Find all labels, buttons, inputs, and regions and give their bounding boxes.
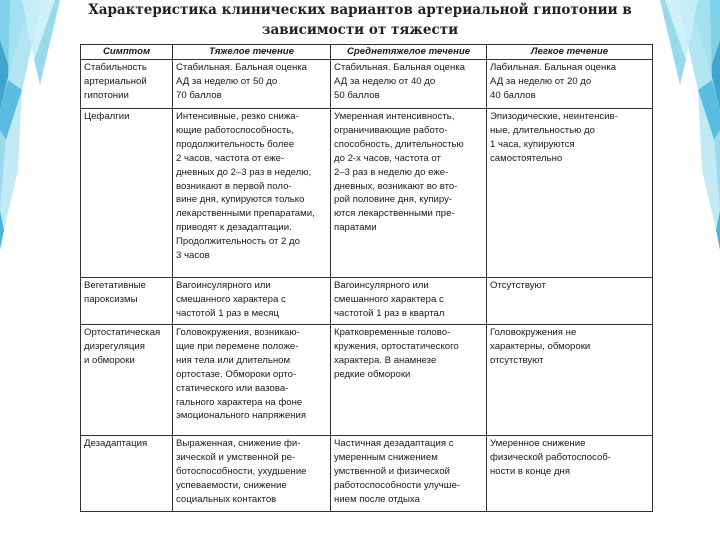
cell-mild: Отсутствуют bbox=[487, 278, 653, 325]
cell-mild: Головокружения не характерны, обмороки отсутствуют bbox=[487, 325, 653, 436]
table-row bbox=[81, 109, 653, 278]
cell-symptom: Цефалгии bbox=[81, 109, 173, 278]
cell-mild: Лабильная. Бальная оценка АД за неделю от 20 до 40 баллов bbox=[487, 60, 653, 109]
page-title bbox=[60, 0, 660, 40]
decorative-crystal-right bbox=[650, 0, 720, 250]
header-moderate: Среднетяжелое течение bbox=[331, 45, 487, 60]
hypotension-severity-table bbox=[80, 44, 653, 512]
cell-symptom: Ортостатическая дизрегуляция и обмороки bbox=[81, 325, 173, 436]
hypotension-table-container bbox=[80, 44, 652, 512]
table-row bbox=[81, 436, 653, 512]
cell-symptom: Вегетативные пароксизмы bbox=[81, 278, 173, 325]
cell-moderate: Умеренная интенсивность, ограничивающие работо- способность, длительностью до 2-х часов, частота от 2–3 раз в неделю до еже- дневных, возникают во вто- рой половине дня, купиру- ются лекарственными пре- паратами bbox=[331, 109, 487, 278]
table-header-row bbox=[81, 45, 653, 60]
cell-symptom: Дезадаптация bbox=[81, 436, 173, 512]
header-mild: Легкое течение bbox=[487, 45, 653, 60]
cell-severe: Стабильная. Бальная оценка АД за неделю от 50 до 70 баллов bbox=[173, 60, 331, 109]
cell-symptom: Стабильность артериальной гипотонии bbox=[81, 60, 173, 109]
header-severe: Тяжелое течение bbox=[173, 45, 331, 60]
cell-moderate: Частичная дезадаптация с умеренным снижением умственной и физической работоспособности улучше- нием после отдыха bbox=[331, 436, 487, 512]
cell-severe: Интенсивные, резко снижа- ющие работоспособность, продолжительность более 2 часов, частота от еже- дневных до 2–3 раз в неделю, возникают в первой поло- вине дня, купируются только лекарственными препаратами, приводят к дезадаптации. Продолжительность от 2 до 3 часов bbox=[173, 109, 331, 278]
cell-moderate: Кратковременные голово- кружения, ортостатического характера. В анамнезе редкие обмороки bbox=[331, 325, 487, 436]
title-line-2: зависимости от тяжести bbox=[261, 22, 459, 38]
table-row bbox=[81, 325, 653, 436]
cell-mild: Эпизодические, неинтенсив- ные, длительностью до 1 часа, купируются самостоятельно bbox=[487, 109, 653, 278]
cell-moderate: Стабильная. Бальная оценка АД за неделю от 40 до 50 баллов bbox=[331, 60, 487, 109]
cell-severe: Головокружения, возникаю- щие при перемене положе- ния тела или длительном ортостазе. Обмороки орто- статического или вазова- гального характера на фоне эмоционального напряжения bbox=[173, 325, 331, 436]
table-row bbox=[81, 60, 653, 109]
cell-moderate: Вагоинсулярного или смешанного характера с частотой 1 раз в квартал bbox=[331, 278, 487, 325]
cell-mild: Умеренное снижение физической работоспособ- ности в конце дня bbox=[487, 436, 653, 512]
header-symptom: Симптом bbox=[81, 45, 173, 60]
cell-severe: Выраженная, снижение фи- зической и умственной ре- ботоспособности, ухудшение успеваемости, снижение социальных контактов bbox=[173, 436, 331, 512]
cell-severe: Вагоинсулярного или смешанного характера с частотой 1 раз в месяц bbox=[173, 278, 331, 325]
table-row bbox=[81, 278, 653, 325]
title-line-1: Характеристика клинических вариантов артериальной гипотонии в bbox=[88, 2, 632, 18]
